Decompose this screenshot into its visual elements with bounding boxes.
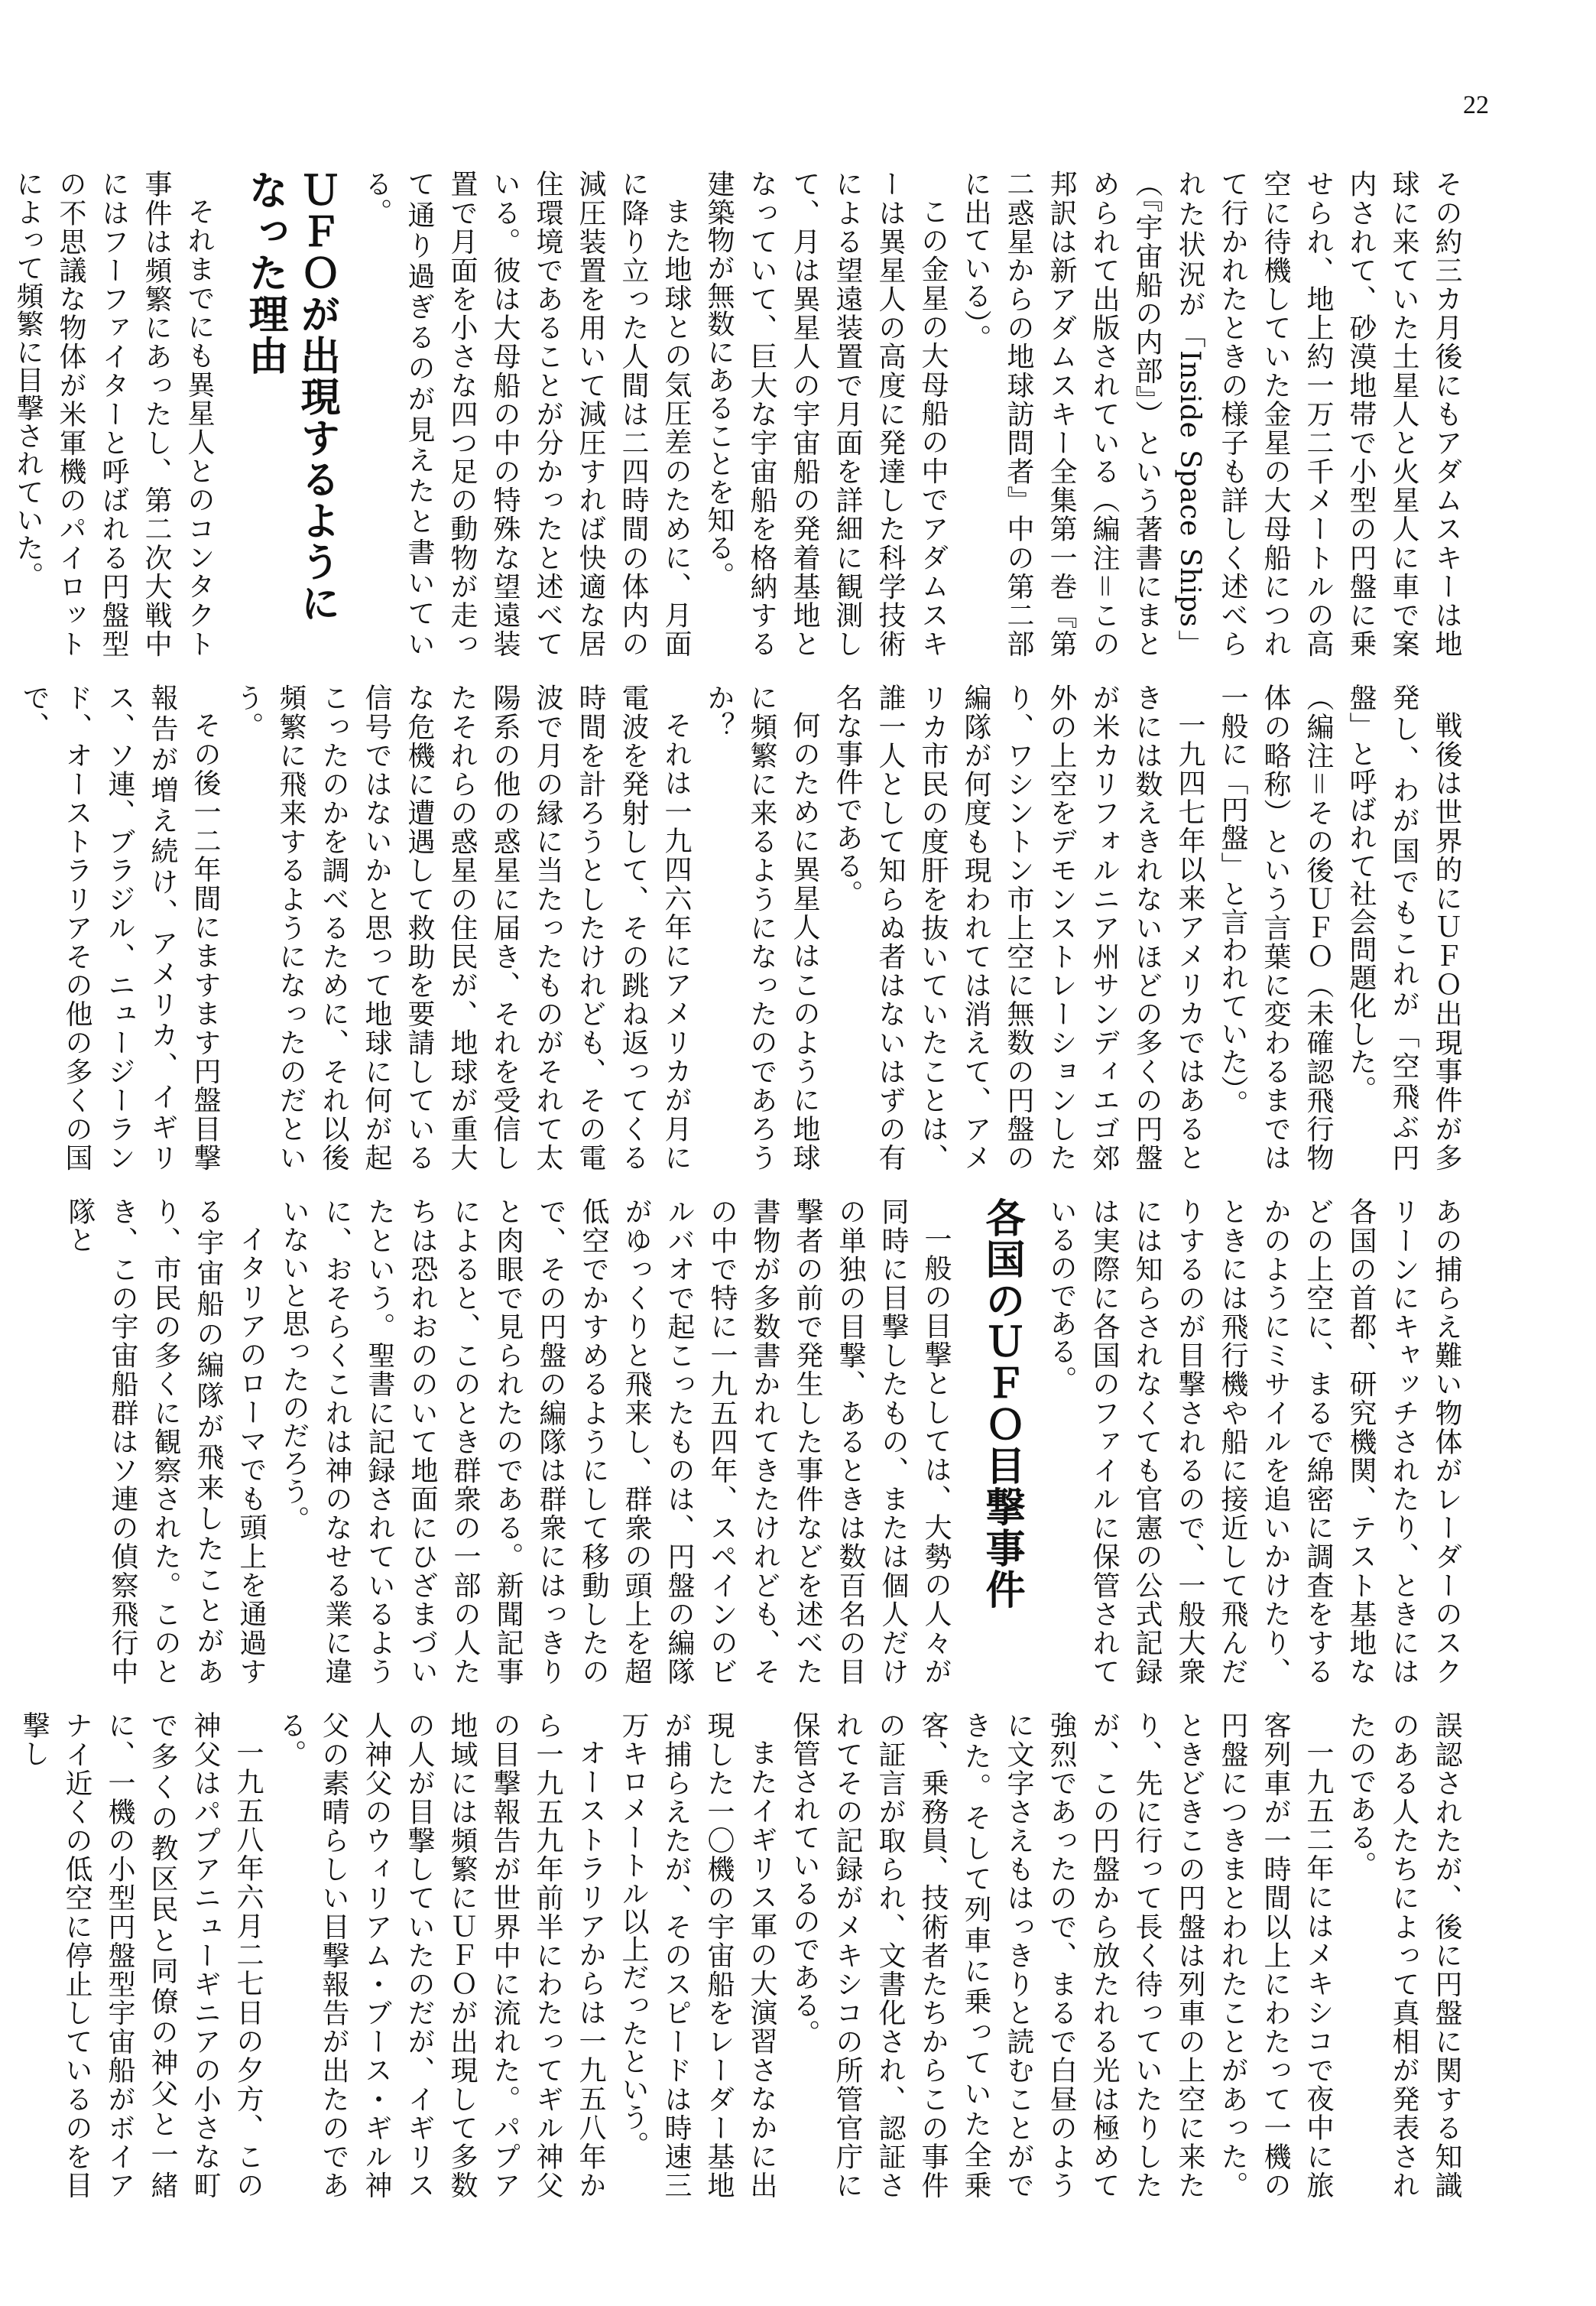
paragraph: 何のために異星人はこのように地球に頻繁に来るようになったのであろうか？ — [703, 684, 820, 1171]
section-heading: ＵＦＯが出現するようになった理由 — [242, 170, 339, 624]
paragraph: 誤認されたが、後に円盤に関する知識のある人たちによって真相が発表されたのである。 — [1345, 1711, 1462, 2199]
section-heading: 各国のＵＦＯ目撃事件 — [978, 1197, 1024, 1610]
paragraph: またイギリス軍の大演習さなかに出現した一〇機の宇宙船をレーダー基地が捕らえたが、そのスピードは時速三万キロメートル以上だったという。 — [618, 1711, 777, 2199]
page-number: 22 — [1463, 91, 1489, 119]
paragraph: あの捕らえ難い物体がレーダーのスクリーンにキャッチされたり、ときには各国の首都、研究機関、テスト基地などの上空に、まるで綿密に調査をするかのようにミサイルを追いかけたり、ときには飛行機や船に接近して飛んだりするのが目撃されるので、一般大衆には知らされなくても官憲の公式記録は実際に各国のファイルに保管されているのである。 — [1046, 1197, 1462, 1685]
text-tier-4 — [18, 1711, 1468, 2199]
paragraph: それまでにも異星人とのコンタクト事件は頻繁にあったし、第二次大戦中にはフーファイターと呼ばれる円盤型の不思議な物体が米軍機のパイロットによって頻繁に目撃されていた。 — [12, 170, 215, 658]
text-tier-1 — [12, 170, 1468, 658]
paragraph: （編注＝その後ＵＦＯ（未確認飛行物体の略称）という言葉に変わるまでは一般に「円盤」と言われていた）。 — [1217, 684, 1334, 1171]
paragraph: それは一九四六年にアメリカが月に電波を発射して、その跳ね返ってくる時間を計ろうとしたけれども、その電波で月の縁に当たったものがそれて太陽系の他の惑星に届き、それを受信したそれらの惑星の住民が、地球が重大な危機に遭遇して救助を要請している信号ではないかと思って地球に何が起こったのかを調べるために、それ以後頻繁に飛来するようになったのだという。 — [232, 684, 692, 1171]
text-tier-3 — [64, 1197, 1468, 1685]
paragraph: この金星の大母船の中でアダムスキーは異星人の高度に発達した科学技術による望遠装置で月面を詳細に観測して、月は異星人の宇宙船の発着基地となっていて、巨大な宇宙船を格納する建築物が無数にあることを知る。 — [703, 170, 949, 658]
paragraph: イタリアのローマでも頭上を通過する宇宙船の編隊が飛来したことがあり、市民の多くに観察された。このとき、この宇宙船群はソ連の偵察飛行中隊と — [64, 1197, 267, 1685]
paragraph: 戦後は世界的にＵＦＯ出現事件が多発し、わが国でもこれが「空飛ぶ円盤」と呼ばれて社会問題化した。 — [1345, 684, 1462, 1171]
paragraph: その後一二年間にますます円盤目撃報告が増え続け、アメリカ、イギリス、ソ連、ブラジル、ニュージーランド、オーストラリアその他の多くの国で、 — [18, 684, 221, 1171]
paragraph: 一九五二年にはメキシコで夜中に旅客列車が一時間以上にわたって一機の円盤につきまとわれたことがあった。ときどきこの円盤は列車の上空に来たり、先に行って長く待っていたりしたが、この円盤から放たれる光は極めて強烈であったので、まるで白昼のように文字さえもはっきりと読むことができた。そして列車に乗っていた全乗客、乗務員、技術者たちからこの事件の証言が取られ、文書化され、認証されてその記録がメキシコの所管官庁に保管されているのである。 — [789, 1711, 1334, 2199]
paragraph: また地球との気圧差のために、月面に降り立った人間は二四時間の体内の減圧装置を用いて減圧すれば快適な居住環境であることが分かったと述べている。彼は大母船の中の特殊な望遠装置で月面を小さな四つ足の動物が走って通り過ぎるのが見えたと書いている。 — [361, 170, 692, 658]
text-tier-2 — [18, 684, 1468, 1171]
paragraph: 一九五八年六月二七日の夕方、この神父はパプアニューギニアの小さな町で多くの教区民と同僚の神父と一緒に、一機の小型円盤型宇宙船がボイアナイ近くの低空に停止しているのを目撃し — [18, 1711, 264, 2199]
paragraph: その約三カ月後にもアダムスキーは地球に来ていた土星人と火星人に車で案内されて、砂漠地帯で小型の円盤に乗せられ、地上約一万二千メートルの高空に待機していた金星の大母船につれて行かれたときの様子も詳しく述べられた状況が「Inside Space Ships」（『宇宙船の内部』）という著書にまとめられて出版されている（編注＝この邦訳は新アダムスキー全集第一巻『第二惑星からの地球訪問者』中の第二部に出ている）。 — [960, 170, 1462, 658]
paragraph: 一般の目撃としては、大勢の人々が同時に目撃したもの、または個人だけの単独の目撃、あるときは数百名の目撃者の前で発生した事件などを述べた書物が多数書かれてきたけれども、その中で特に一九五四年、スペインのビルバオで起こったものは、円盤の編隊がゆっくりと飛来し、群衆の頭上を超低空でかすめるようにして移動したので、その円盤の編隊は群衆にはっきりと肉眼で見られたのである。新聞記事によると、このとき群衆の一部の人たちは恐れおののいて地面にひざまづいたという。聖書に記録されているように、おそらくこれは神のなせる業に違いないと思ったのだろう。 — [278, 1197, 952, 1685]
paragraph: オーストラリアからは一九五八年から一九五九年前半にわたってギル神父の目撃報告が世界中に流れた。パプア地域には頻繁にＵＦＯが出現して多数の人が目撃していたのだが、イギリス人神父のウィリアム・ブース・ギル神父の素晴らしい目撃報告が出たのである。 — [275, 1711, 606, 2199]
paragraph: 一九四七年以来アメリカではあるときには数えきれないほどの多くの円盤が米カリフォルニア州サンディエゴ郊外の上空をデモンストレーションしたり、ワシントン市上空に無数の円盤の編隊が何度も現われては消えて、アメリカ市民の度肝を抜いていたことは、誰一人として知らぬ者はないはずの有名な事件である。 — [832, 684, 1205, 1171]
